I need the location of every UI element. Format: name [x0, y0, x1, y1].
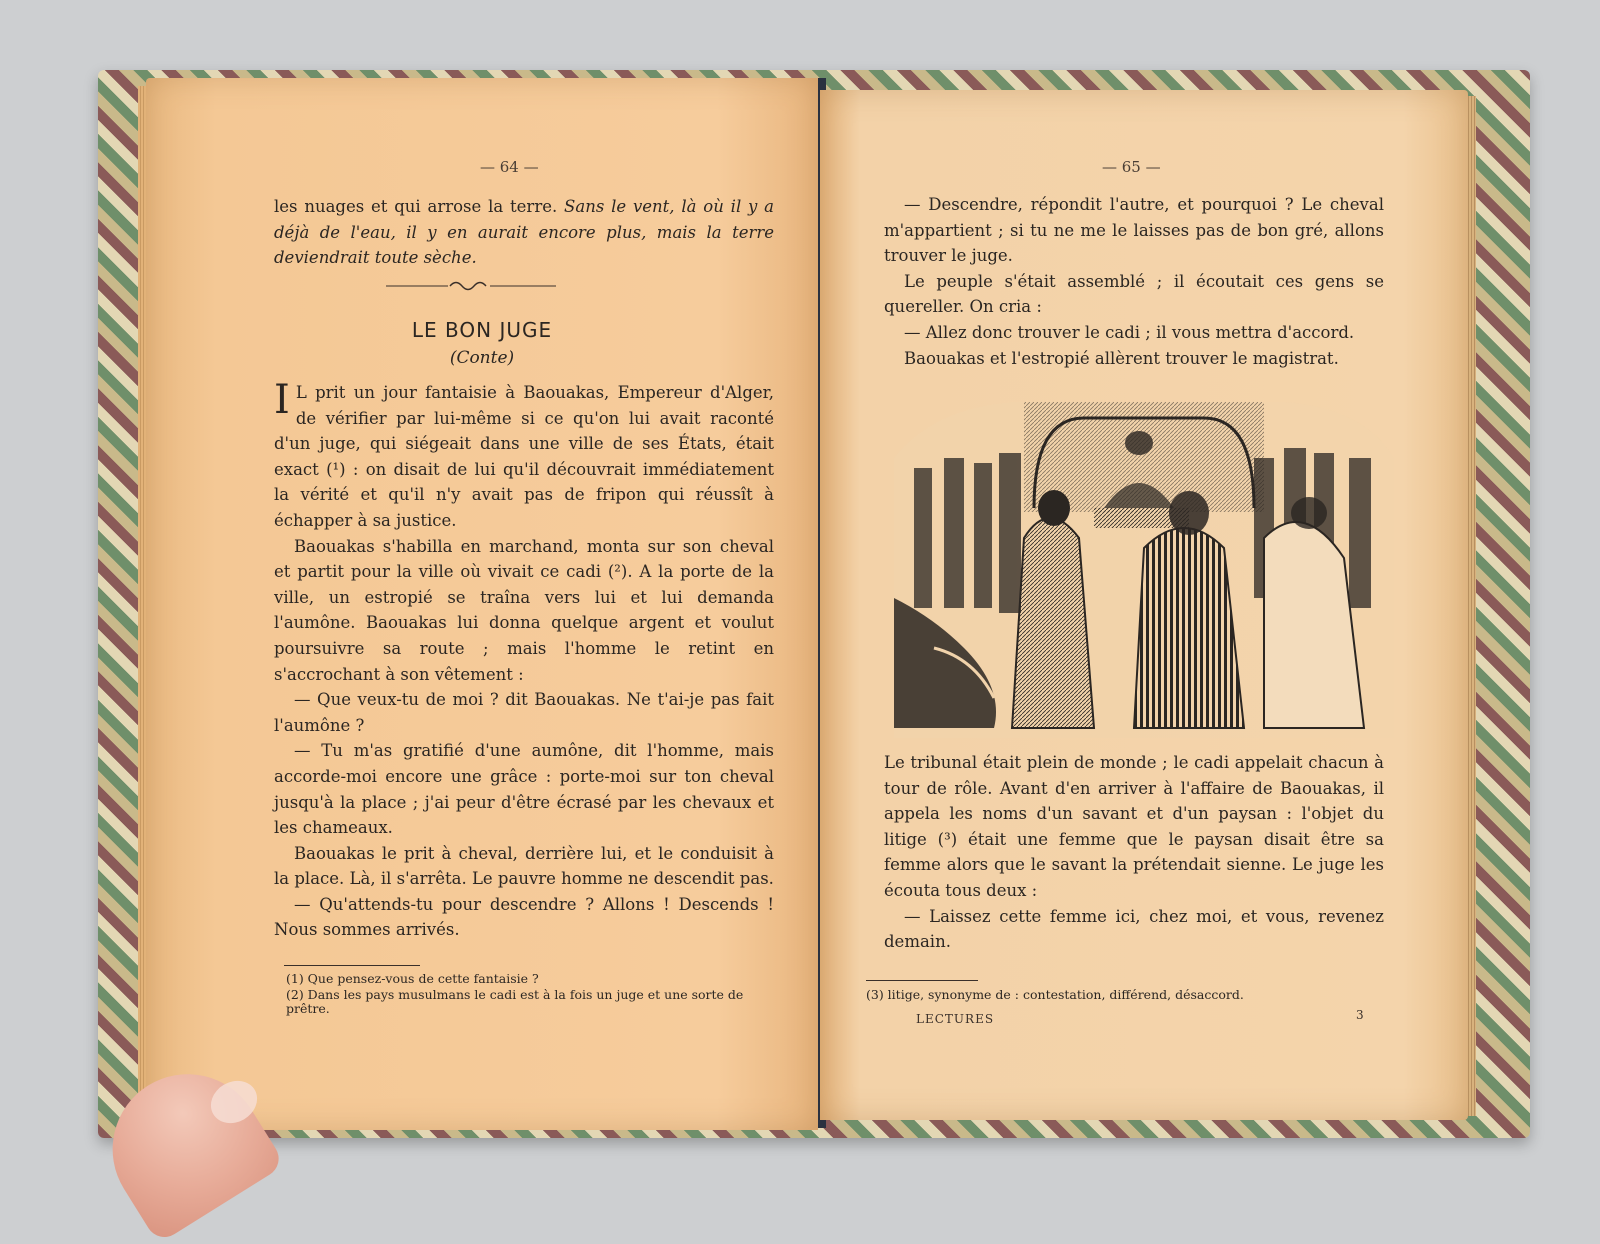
- court-scene-illustration: [894, 398, 1394, 738]
- right-paragraph: — Laissez cette femme ici, chez moi, et vous, revenez demain.: [884, 906, 1384, 952]
- signature-number: 3: [1356, 1008, 1365, 1022]
- right-paragraph: Le peuple s'était assemblé ; il écoutait ces gens se quereller. On cria :: [884, 271, 1384, 317]
- left-paragraph: Baouakas le prit à cheval, derrière lui, et le conduisit à la place. Là, il s'arrêta. Le pauvre homme ne descendit pas.: [274, 843, 774, 889]
- intro-roman: les nuages et qui arrose la terre.: [274, 197, 565, 216]
- right-paragraph: Le tribunal était plein de monde ; le cadi appelait chacun à tour de rôle. Avant d'en arriver à l'affaire de Baouakas, il appela les noms d'un savant et d'un paysan : l'objet du litige (³) était une femme que le paysan disait être sa femme alors que le savant la prétendait sienne. Le juge les écouta tous deux :: [884, 753, 1384, 900]
- story-title: LE BON JUGE: [411, 318, 553, 342]
- page-number-right: — 65 —: [1102, 158, 1161, 176]
- footnote: (2) Dans les pays musulmans le cadi est à la fois un juge et une sorte de prêtre.: [286, 987, 744, 1016]
- left-page: [146, 78, 818, 1130]
- footnote-rule-right: [866, 980, 978, 981]
- intro-italic: Sans le vent, là où il y a déjà de l'eau, il y en aurait encore plus, mais la terre deviendrait toute sèche.: [274, 197, 775, 268]
- right-paragraph: — Allez donc trouver le cadi ; il vous mettra d'accord.: [904, 322, 1355, 342]
- right-bottom-text: [884, 750, 1384, 955]
- left-paragraph: Baouakas s'habilla en marchand, monta sur son cheval et partit pour la ville où vivait ce cadi (²). A la porte de la ville, un estropié se traîna vers lui et lui demanda l'aumône. Baouakas lui donna quelque argent et voulut poursuivre sa route ; mais l'homme le retint en s'accrochant à son vêtement :: [274, 536, 774, 684]
- story-subtitle: (Conte): [449, 348, 515, 368]
- ornament-divider: [386, 279, 556, 293]
- right-paragraph: — Descendre, répondit l'autre, et pourquoi ? Le cheval m'appartient ; si tu ne me le laisses pas de bon gré, allons trouver le juge.: [884, 195, 1384, 266]
- left-paragraph: L prit un jour fantaisie à Baouakas, Empereur d'Alger, de vérifier par lui-même si ce qu'on lui avait raconté d'un juge, qui siégeait dans une ville de ses États, était exact (¹) : on disait de lui qu'il découvrait immédiatement la vérité et qu'il n'y avait pas de fripon qui réussît à échapper à sa justice.: [274, 383, 774, 530]
- left-paragraph: — Tu m'as gratifié d'une aumône, dit l'homme, mais accorde-moi encore une grâce : porte-moi sur ton cheval jusqu'à la place ; j'ai peur d'être écrasé par les chevaux et les chameaux.: [274, 741, 774, 838]
- right-paragraph: Baouakas et l'estropié allèrent trouver le magistrat.: [904, 348, 1339, 368]
- footnote-rule-left: [284, 965, 420, 966]
- right-top-text: [884, 192, 1384, 371]
- left-body-text: [274, 377, 774, 943]
- left-footnotes: [286, 972, 778, 1018]
- signature-label: LECTURES: [916, 1012, 995, 1026]
- page-number-left: — 64 —: [480, 158, 539, 176]
- left-paragraph: — Que veux-tu de moi ? dit Baouakas. Ne t'ai-je pas fait l'aumône ?: [274, 690, 774, 735]
- left-intro-text: [274, 194, 774, 271]
- left-paragraph: — Qu'attends-tu pour descendre ? Allons ! Descends ! Nous sommes arrivés.: [274, 894, 774, 940]
- right-footnote: (3) litige, synonyme de : contestation, différend, désaccord.: [866, 987, 1244, 1002]
- footnote: (1) Que pensez-vous de cette fantaisie ?: [286, 971, 539, 986]
- drop-cap: I: [274, 377, 290, 423]
